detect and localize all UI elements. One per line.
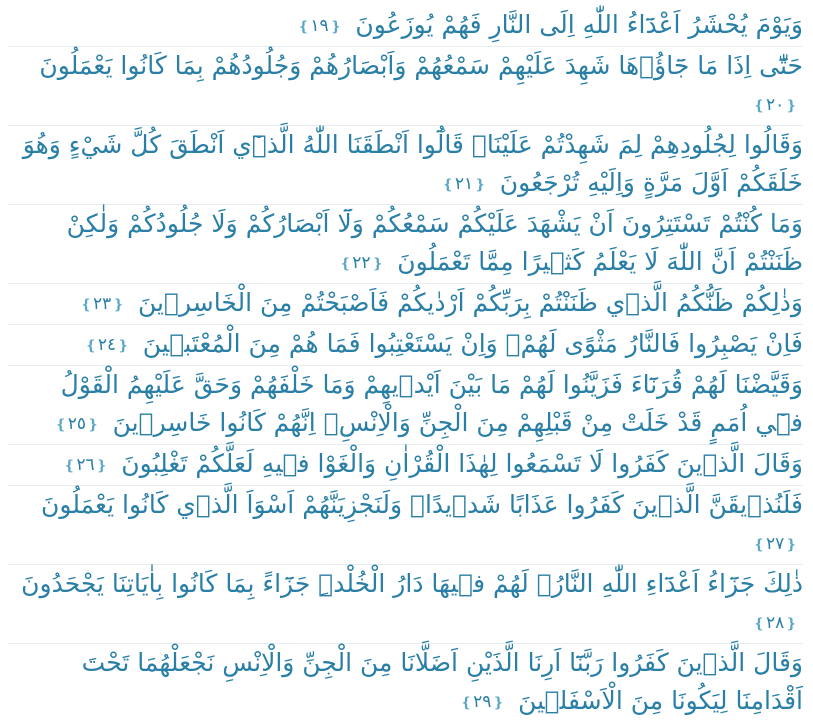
ornament-close-icon: ❵ bbox=[442, 177, 454, 193]
ayah-number: ٢٢ bbox=[352, 253, 371, 273]
verse-20 bbox=[8, 47, 803, 126]
verse-text: وَمَا كُنْتُمْ تَسْتَتِرُونَ اَنْ يَشْهَدَ عَلَيْكُمْ سَمْعُكُمْ وَلَٓا اَبْصَارُكُمْ وَلَا جُلُودُكُمْ وَلٰكِنْ ظَنَنْتُمْ اَنَّ اللّٰهَ لَا يَعْلَمُ كَث۪يرًا مِمَّا تَعْمَلُونَ bbox=[66, 209, 803, 276]
ornament-close-icon: ❵ bbox=[339, 256, 352, 272]
verse-21 bbox=[8, 126, 803, 205]
ayah-number-marker bbox=[64, 445, 108, 485]
ayah-number-marker bbox=[442, 164, 486, 204]
verse-28 bbox=[8, 565, 803, 644]
ornament-close-icon: ❵ bbox=[54, 417, 67, 433]
ornament-open-icon: ❴ bbox=[492, 695, 505, 711]
ornament-open-icon: ❴ bbox=[785, 616, 797, 632]
verse-29 bbox=[8, 644, 803, 722]
ornament-close-icon: ❵ bbox=[85, 338, 97, 354]
verse-23 bbox=[8, 284, 803, 325]
verse-text: وَقَالَ الَّذ۪ينَ كَفَرُوا لَا تَسْمَعُوا لِهٰذَا الْقُرْاٰنِ وَالْغَوْا ف۪يهِ لَعَلَّكُمْ تَغْلِبُونَ bbox=[121, 449, 803, 478]
verse-22 bbox=[8, 205, 803, 284]
ornament-close-icon: ❵ bbox=[80, 297, 93, 313]
ornament-open-icon: ❴ bbox=[95, 458, 108, 474]
verse-19 bbox=[8, 6, 803, 47]
verse-26 bbox=[8, 445, 803, 486]
verse-text: فَاِنْ يَصْبِرُوا فَالنَّارُ مَثْوًى لَهُمْۚ وَاِنْ يَسْتَعْتِبُوا فَمَا هُمْ مِنَ الْمُعْتَب۪ينَ bbox=[142, 329, 803, 358]
ornament-open-icon: ❴ bbox=[474, 177, 486, 193]
verse-24 bbox=[8, 325, 803, 366]
verse-text: وَذٰلِكُمْ ظَنُّكُمُ الَّذ۪ي ظَنَنْتُمْ بِرَبِّكُمْ اَرْدٰيكُمْ فَاَصْبَحْتُمْ مِنَ الْخَاسِر۪ينَ bbox=[138, 288, 803, 317]
ayah-number: ٢٠ bbox=[766, 95, 785, 115]
ayah-number: ٢٧ bbox=[766, 534, 785, 554]
verse-text: حَتّٰٓى اِذَا مَا جَٓاؤُ۫هَا شَهِدَ عَلَيْهِمْ سَمْعُهُمْ وَاَبْصَارُهُمْ وَجُلُودُهُمْ بِمَا كَانُوا يَعْمَلُونَ bbox=[39, 51, 803, 80]
ayah-number-marker bbox=[340, 243, 384, 283]
ornament-close-icon: ❵ bbox=[753, 616, 765, 632]
ornament-close-icon: ❵ bbox=[460, 695, 473, 711]
ornament-open-icon: ❴ bbox=[112, 297, 125, 313]
verse-25 bbox=[8, 366, 803, 445]
ornament-open-icon: ❴ bbox=[86, 417, 99, 433]
ornament-open-icon: ❴ bbox=[117, 338, 129, 354]
ayah-number-marker bbox=[85, 325, 129, 365]
verse-text: وَيَوْمَ يُحْشَرُ اَعْدَٓاءُ اللّٰهِ اِلَى النَّارِ فَهُمْ يُوزَعُونَ bbox=[355, 10, 803, 39]
ornament-open-icon: ❴ bbox=[371, 256, 384, 272]
ayah-number-marker bbox=[753, 524, 797, 564]
ayah-number-marker bbox=[298, 6, 342, 46]
ayah-number: ٢٤ bbox=[97, 335, 117, 355]
ayah-number-marker bbox=[753, 85, 797, 125]
ornament-close-icon: ❵ bbox=[63, 458, 76, 474]
ayah-number-marker bbox=[80, 284, 124, 324]
ayah-number-marker bbox=[55, 404, 99, 444]
ornament-close-icon: ❵ bbox=[753, 537, 765, 553]
ayah-number: ٢٨ bbox=[766, 613, 785, 633]
ornament-open-icon: ❴ bbox=[329, 19, 342, 35]
verse-text: وَقَالَ الَّذ۪ينَ كَفَرُوا رَبَّنَٓا اَرِنَا الَّذَيْنِ اَضَلَّانَا مِنَ الْجِنِّ وَالْاِنْسِ نَجْعَلْهُمَا تَحْتَ اَقْدَامِنَا لِيَكُونَا مِنَ الْاَسْفَل۪ينَ bbox=[81, 648, 803, 715]
verse-27 bbox=[8, 486, 803, 565]
ornament-close-icon: ❵ bbox=[297, 19, 310, 35]
ornament-open-icon: ❴ bbox=[785, 98, 797, 114]
ayah-number: ٢١ bbox=[454, 174, 474, 194]
ayah-number-marker bbox=[753, 603, 797, 643]
ayah-number: ٢٣ bbox=[93, 294, 112, 314]
ayah-number: ٢٦ bbox=[76, 455, 95, 475]
ayah-number: ٢٩ bbox=[473, 692, 492, 712]
verse-text: وَقَيَّضْنَا لَهُمْ قُرَنَٓاءَ فَزَيَّنُوا لَهُمْ مَا بَيْنَ اَيْد۪يهِمْ وَمَا خَلْفَهُمْ وَحَقَّ عَلَيْهِمُ الْقَوْلُ ف۪ٓي اُمَمٍ قَدْ خَلَتْ مِنْ قَبْلِهِمْ مِنَ الْجِنِّ وَالْاِنْسِۚ اِنَّهُمْ كَانُوا خَاسِر۪ينَ bbox=[60, 370, 803, 437]
ornament-close-icon: ❵ bbox=[753, 98, 765, 114]
ornament-open-icon: ❴ bbox=[785, 537, 797, 553]
verse-text: وَقَالُوا لِجُلُودِهِمْ لِمَ شَهِدْتُمْ عَلَيْنَاۜ قَالُٓوا اَنْطَقَنَا اللّٰهُ الَّذ۪ٓي اَنْطَقَ كُلَّ شَيْءٍ وَهُوَ خَلَقَكُمْ اَوَّلَ مَرَّةٍ وَاِلَيْهِ تُرْجَعُونَ bbox=[22, 130, 803, 197]
ayah-number-marker bbox=[460, 682, 504, 722]
ayah-number: ١٩ bbox=[310, 16, 329, 36]
ayah-number: ٢٥ bbox=[67, 414, 86, 434]
verse-text: ذٰلِكَ جَزَٓاءُ اَعْدَٓاءِ اللّٰهِ النَّارُۚ لَهُمْ ف۪يهَا دَارُ الْخُلْدِۜ جَزَٓاءً بِمَا كَانُوا بِاٰيَاتِنَا يَجْحَدُونَ bbox=[21, 569, 803, 598]
verse-text: فَلَنُذ۪يقَنَّ الَّذ۪ينَ كَفَرُوا عَذَابًا شَد۪يدًاۙ وَلَنَجْزِيَنَّهُمْ اَسْوَاَ الَّذ۪ي كَانُوا يَعْمَلُونَ bbox=[41, 490, 803, 519]
